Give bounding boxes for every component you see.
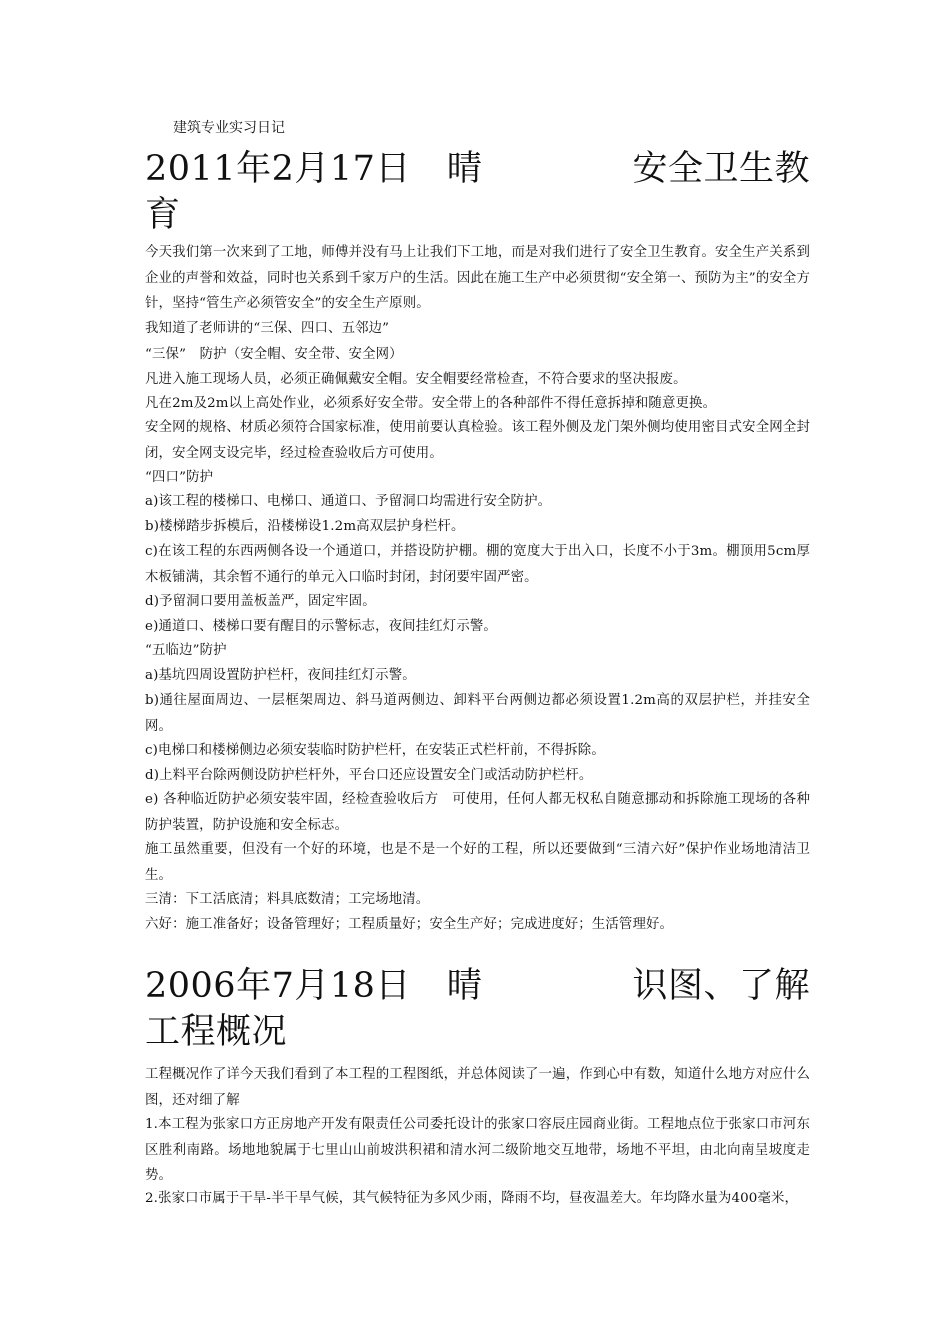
paragraph: a)基坑四周设置防护栏杆，夜间挂红灯示警。 — [145, 668, 416, 683]
paragraph: “五临边”防护 — [145, 643, 227, 658]
entry-date: 2006年7月18日 — [145, 966, 411, 1006]
entry-topic-continued: 工程概况 — [145, 1012, 288, 1052]
paragraph: 工程概况作了详今天我们看到了本工程的工程图纸，并总体阅读了一遍，作到心中有数，知道什么地方对应什么图，还对细了解 — [145, 1067, 810, 1108]
paragraph: d)予留洞口要用盖板盖严，固定牢固。 — [145, 594, 376, 609]
entry-heading — [145, 963, 810, 1055]
entry-weather: 晴 — [446, 966, 483, 1006]
paragraph: 三清：下工活底清；料具底数清；工完场地清。 — [145, 892, 430, 907]
paragraph: b)楼梯踏步拆模后，沿楼梯设1.2m高双层护身栏杆。 — [145, 519, 465, 534]
paragraph: d)上料平台除两侧设防护栏杆外，平台口还应设置安全门或活动防护栏杆。 — [145, 768, 593, 783]
paragraph: “四口”防护 — [145, 470, 214, 485]
entry-date: 2011年2月17日 — [145, 149, 411, 189]
paragraph: e)通道口、楼梯口要有醒目的示警标志，夜间挂红灯示警。 — [145, 619, 497, 634]
entry-weather: 晴 — [446, 149, 483, 189]
paragraph: 2.张家口市属于干旱-半干旱气候，其气候特征为多风少雨，降雨不均，昼夜温差大。年均降水量为400毫米， — [145, 1191, 799, 1206]
paragraph: 施工虽然重要，但没有一个好的环境，也是不是一个好的工程，所以还要做到“三清六好”保护作业场地清洁卫生。 — [145, 842, 810, 883]
paragraph: e) 各种临近防护必须安装牢固，经检查验收后方 可使用，任何人都无权私自随意挪动和拆除施工现场的各种防护装置，防护设施和安全标志。 — [145, 792, 810, 833]
entry-topic: 识图、了解 — [632, 966, 810, 1006]
paragraph: 我知道了老师讲的“三保、四口、五邻边” — [145, 321, 390, 336]
paragraph: c)电梯口和楼梯侧边必须安装临时防护栏杆，在安装正式栏杆前，不得拆除。 — [145, 743, 605, 758]
paragraph: 凡进入施工现场人员，必须正确佩戴安全帽。安全帽要经常检查，不符合要求的坚决报废。 — [145, 372, 687, 387]
paragraph: b)通往屋面周边、一层框架周边、斜马道两侧边、卸料平台两侧边都必须设置1.2m高的双层护栏，并挂安全网。 — [145, 693, 810, 734]
paragraph: “三保” 防护（安全帽、安全带、安全网） — [145, 347, 403, 362]
paragraph: c)在该工程的东西两侧各设一个通道口，并搭设防护棚。棚的宽度大于出入口，长度不小于3m。棚顶用5cm厚木板铺满，其余暂不通行的单元入口临时封闭，封闭要牢固严密。 — [145, 544, 810, 585]
paragraph: a)该工程的楼梯口、电梯口、通道口、予留洞口均需进行安全防护。 — [145, 494, 552, 509]
entry-topic: 安全卫生教 — [632, 149, 810, 189]
paragraph: 凡在2m及2m以上高处作业，必须系好安全带。安全带上的各种部件不得任意拆掉和随意更换。 — [145, 396, 717, 411]
paragraph: 1.本工程为张家口方正房地产开发有限责任公司委托设计的张家口容辰庄园商业街。工程地点位于张家口市河东区胜利南路。场地地貌属于七里山山前坡洪积裙和清水河二级阶地交互地带，场地不平坦，由北向南呈坡度走势。 — [145, 1117, 810, 1183]
entry-topic-continued: 育 — [145, 195, 181, 235]
paragraph: 安全网的规格、材质必须符合国家标准，使用前要认真检验。该工程外侧及龙门架外侧均使用密目式安全网全封闭，安全网支设完毕，经过检查验收后方可使用。 — [145, 420, 810, 461]
entry-heading — [145, 146, 810, 238]
paragraph: 今天我们第一次来到了工地，师傅并没有马上让我们下工地，而是对我们进行了安全卫生教育。安全生产关系到企业的声誉和效益，同时也关系到千家万户的生活。因此在施工生产中必须贯彻“安全第一、预防为主”的安全方针，坚持“管生产必须管安全”的安全生产原则。 — [145, 245, 810, 311]
document-title: 建筑专业实习日记 — [173, 120, 285, 136]
paragraph: 六好：施工准备好；设备管理好；工程质量好；安全生产好；完成进度好；生活管理好。 — [145, 917, 674, 932]
